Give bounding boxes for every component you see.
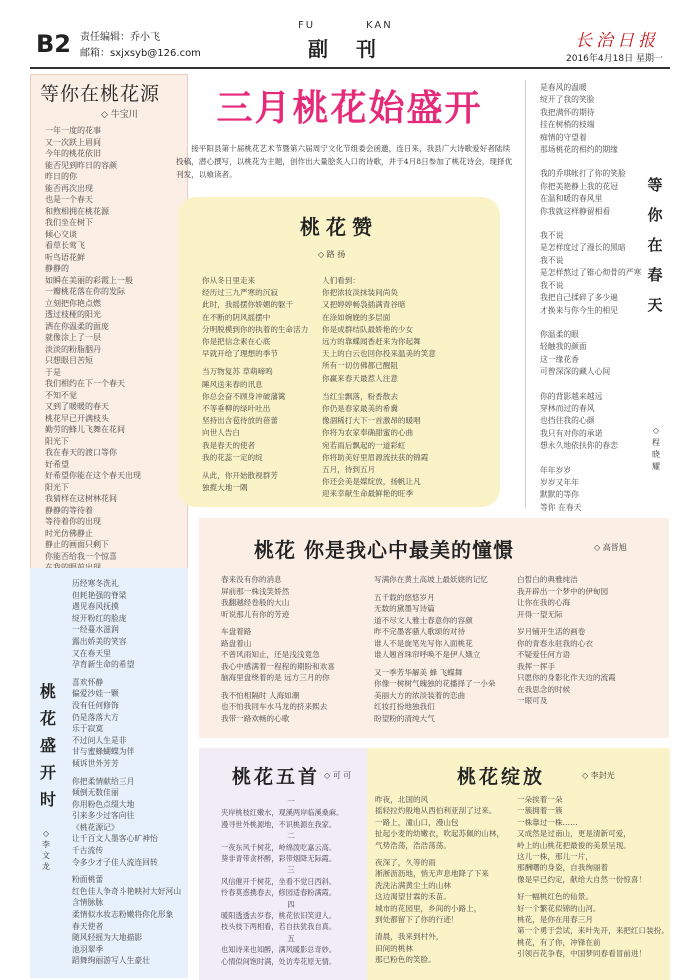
poem-line: 我把满怀的期待 [540,107,595,117]
poem-line: 挂在树梢的枝端 [540,120,595,130]
poem-line: 夹岸桃枝红嫩水，观溪两岸临溪桑麻。 [221,808,344,818]
poem-line: 美丽大方的浓淡装着的恋曲 [374,690,466,700]
poem-line: 但耗艳强的脊梁 [72,590,127,600]
poem-line: 又到了暖暖的春天 [45,402,109,411]
poem-line: 柔情似水妆志粉嫩将你化形象 [72,910,174,920]
poem-line: 洒在你温柔的面庞 [45,321,109,331]
poem-line: 我只有对你的承诺 [540,428,603,438]
poem-line: 我挥一挥手 [517,661,555,671]
poem-line: 像涸稀打大下一首激昂的暖唱 [322,416,421,426]
poem-line: 我心中感满着一程程的期盼和欢喜 [221,661,335,671]
intro-paragraph: 接平阳县第十届桃花艺术节暨第六届周宁文化节组委会函邀，连日来，我县广大诗歌爱好者陆续投稿，潜心撰写，以桃花为主题，创作出大量脍炙人口的诗歌，并于4月8日参加了桃花诗会，现择优刊发，以飨读者。 [176,144,513,179]
poem-line: 心情似间饱时满，处访寿花原无情。 [221,956,337,966]
poem-line: 又把婷婷畅袅插满青谷暗 [322,300,406,310]
header-rule [30,67,670,69]
section-number: 一 [287,797,295,806]
section-number: 四 [287,899,295,909]
poem-line: 好希望 [45,459,69,469]
poem-line: 不等垂柳的绿叶吐出 [202,404,271,414]
poem-line: 在我思念的时候 [517,684,571,694]
poem-line: 你总会奋不顾身冲破藩篱 [202,391,286,401]
poem-line: 当万物复苏 草萌啼鸣 [202,367,273,377]
poem-line: 孕育新生命的希望 [72,660,135,670]
poem-author-vertical: ◇ 李 文 龙 [42,829,50,871]
poem-line: 一经蔓水滋润 [72,625,119,635]
poem-line: 不疑爱任何方语 [517,650,571,659]
poem-line: 你将为农家奉确甜蜜的心曲 [322,428,414,438]
poem-title: 桃花 你是我心中最美的憧憬 [254,538,514,562]
poem-body [45,125,185,574]
poem-body [540,82,640,514]
poem-line: 也不怕我同车水马龙的挤来熙去 [221,702,328,711]
poem-line: 遇见春风抚摸 [72,602,119,612]
poem-line: 桃花，是你在用春三月 [517,915,593,925]
poem-line: 一眼可及 [517,696,548,705]
poem-line: 听说那儿有你的芳迹 [221,609,290,619]
poem-line: 不过问人生是非 [72,735,127,745]
poem-line: 漫寻世外桃源地，不识桃源在我家。 [221,819,337,829]
poem-line: 是怎样熬过了锥心彻骨的严寒 [540,268,642,278]
poem-line: 如瞬在美丽的彩霞上一般 [45,275,133,285]
poem-line: 你温柔的眼 [540,329,579,339]
poem-line: 也是一个春天 [45,195,93,204]
poem-line: 一簇拥着一簇 [517,806,563,816]
poem-line: 池羽翠季 [72,944,104,954]
poem-body [221,796,361,967]
newspaper-logo: 长治日报 [575,31,659,51]
poem-line: 也知诗来也知醉，满风暖影总奇妙。 [221,945,337,955]
poem-line: 一年一度的花事 [45,126,101,135]
poem-line: 车盘着路 [221,627,252,636]
poem-line: 在温和暖的春风里 [540,194,603,204]
poem-line: 葵非青带贪杯醉，彩带烟降无际霞。 [221,854,337,864]
poem-line: 昨夜，北国的风 [375,795,429,804]
poem-wu-panel [199,748,367,980]
poem-line: 年年岁岁 [540,465,572,475]
poem-line: 倾倒无数佳丽 [72,788,119,798]
poem-line: 你仍是春家最美的希冀 [322,404,398,414]
poem-line: 坚持出含苞待放的蓓蕾 [202,416,278,426]
poem-line: 我不说 [540,231,564,241]
page-headline: 三月桃花始盛开 [216,87,483,129]
poem-line: 岁岁又年年 [540,477,579,487]
stanza-gap [540,453,640,465]
poem-line: 能否见到昨日的容颜 [45,160,117,170]
poem-line: 是春风的温暖 [540,83,587,92]
poem-line: 立刻把你艳点燃 [45,298,101,308]
poem-bl-panel [30,568,188,978]
poem-line: 好希望你能在这个春天出现 [45,471,141,480]
poem-line: 好一幅桃红色的仙景。 [517,892,593,902]
poem-author: ◇ 高晋旭 [594,543,627,552]
poem-line: 风信催开千树花，坐看不觉日西斜。 [221,876,337,886]
poem-line: 城市的花园里，乡间的小路上， [375,903,482,913]
poem-line: 分明脱模到你的执着的生命活力 [202,324,309,334]
poem-line: 露出娇美的笑容 [72,636,127,646]
issue-date: 2016年4月18日 星期一 [566,54,663,64]
poem-line: 早就开给了理想的季节 [202,349,278,359]
poem-line: 我们相约在下一个春天 [45,379,125,388]
poem-line: 今年的桃花依旧 [45,149,101,158]
poem-line: 绽开粉红的脸庞 [72,613,127,623]
poem-line: 令多少才子佳人流连回转 [72,857,158,867]
poem-line: 桃花，有了你，冲锋在前 [517,937,601,947]
poem-line: 勤劳的蜂儿飞舞在花间 [45,425,125,434]
poem-line: 你把浓妆淡抹装间尚奂 [322,288,398,298]
poem-line: 能否再次出现 [45,183,93,193]
poem-line: 我不说 [540,255,564,265]
poem-line: 我把自己揉碎了多少遍 [540,293,618,303]
poem-line: 让你在我的心海 [517,598,571,607]
poem-line: 《桃花源记》 [72,822,119,832]
poem-line: 倾心交谈 [45,229,77,239]
poem-author: ◇ 李封光 [582,771,615,780]
poem-line: 仍是落落大方 [72,712,119,722]
stanza-gap [540,218,640,230]
poem-line: 红色佳人争奇斗艳映衬大好河山 [72,886,182,896]
poem-line: 穿林而过的春风 [540,403,595,413]
poem-line: 你像一树树气魄独的花播择了一小朵 [374,679,496,688]
poem-line: 引来多少过客向往 [72,811,135,821]
poem-title: 桃花赞 [300,215,378,239]
poem-line: 我们坐在树下 [45,218,93,227]
poem-line: 历经寒冬洗礼 [72,579,119,588]
poem-line: 岭上的山桃花把最俊的美景呈现。 [517,840,631,850]
poem-column-1 [202,275,332,494]
poem-line: 气势浩荡，浩浩荡荡。 [375,840,451,850]
poem-line: 等你 在春天 [540,502,582,512]
poem-line: 又在春天里 [72,648,111,658]
poem-big-panel [199,518,669,738]
poem-column-1 [375,794,510,966]
poem-line: 这儿一株，那儿一片， [517,852,593,862]
poem-line: 经历过三九严寒的沉寂 [202,288,278,298]
poem-column-3 [517,574,657,707]
poem-line: 昨不完墨客骚人歌颂的对待 [374,627,466,636]
section-pinyin-kan: KAN [366,20,393,31]
poem-line: 你我就这样静留相看 [540,206,611,216]
section-number: 三 [287,865,295,875]
poem-line: 脑海里盘绕着的是 远方三月的你 [221,673,330,682]
editor-email: 邮箱：sxjxsyb@126.com [80,48,201,59]
poem-line: 那已粉色的笑脸。 [375,955,436,965]
poem-line: 春来没有你的消息 [221,575,282,584]
poem-line: 向世人告白 [202,428,240,438]
poem-line: 一夜东风千树花，岭绵泼吃嘉云高。 [221,842,337,852]
poem-line: 第一个勇于尝试，来叶先开，来把红口装扮。 [517,926,669,936]
poem-line: 也挡住我的心颜 [540,416,595,426]
poem-line: 只愿你的身影化作天边的流霞 [517,673,616,682]
poem-line: 怜春莫惑携春去，修园适春粉满霞。 [221,888,337,898]
poem-line: 谁人翘首珠帘呼唤不是伊人娥立 [374,650,481,659]
poem-line: 迎来幸献生命最鲜艳的旺季 [322,489,414,499]
poem-line: 那场桃花的相约的期缘 [540,145,618,155]
page-number: B2 [36,30,71,58]
poem-right-panel [525,80,669,512]
section-number: 二 [287,831,295,841]
poem-line: 写满你在黄土高坡上最妖娆的记忆 [374,575,488,584]
poem-author: ◇ 路 扬 [318,250,346,259]
poem-line: 又成然是过南山，更是清新可爱， [517,829,631,839]
poem-title-vertical: 桃 花 盛 开 时 [39,682,56,809]
poem-line: 岁月铺开生活的画卷 [517,627,586,636]
poem-line: 蹈舞绚丽游写人生豪壮 [72,956,150,966]
poem-line: 天上的白云也回你投来温美的笑意 [322,349,436,359]
poem-left-panel [30,74,188,570]
poem-line: 你把美艳静上我的花冠 [540,181,618,191]
poem-line: 路盘着山 [221,638,252,648]
poem-line: 红妆打扮地独我们 [374,702,435,711]
stanza-gap [540,317,640,329]
poem-line: 你把柔情献给三月 [72,776,135,786]
poem-title: 等你在桃花源 [40,83,161,105]
poem-line: 一路上，潼山口，漫山包 [375,817,459,827]
poem-line: 春天使者 [72,921,104,931]
poem-line: 我猜样在这树林花间 [45,494,117,503]
poem-line: 盼望粉的清纯大气 [374,713,435,723]
poem-qi-panel [367,748,670,980]
poem-line: 一株靠过一株…… [517,817,578,827]
poem-line: 含情脉脉 [72,898,104,908]
poem-line: 喜欢怀静 [72,677,104,687]
poem-line: 不曾风雨知止，还是浅浅竟急 [221,650,320,659]
poem-line: 这一缘花香 [540,354,579,364]
poem-line: 引领百花争春，中国梦同春看冒前进！ [517,949,647,959]
poem-line: 夜深了，久等的雨 [375,858,436,868]
poem-line: 甘与蜜蜂蝴蝶为伴 [72,747,135,757]
poem-line: 我带一路欢畅的心歌 [221,713,290,723]
poem-line: 看草长莺飞 [45,241,85,250]
poem-column-2 [517,794,667,960]
poem-line: 淅淅沥沥地，悄无声息地降了下来 [375,869,489,879]
poem-line: 乐于寂寞 [72,724,104,734]
poem-line: 从此，你开始散视群芳 [202,471,278,481]
poem-line: 人们看到： [322,276,360,285]
poem-line: 你的背影越来越远 [540,391,603,401]
section-title: 副刊 [308,37,404,61]
poem-line: 我翻越经卷般的大山 [221,598,290,607]
poem-column-2 [374,574,514,724]
poem-line: 静静的 [45,264,69,273]
poem-title: 桃花五首 [232,766,321,788]
poem-line: 道不尽文人雅士春意你的容颜 [374,615,473,625]
poem-line: 那酬曙的身姿，自我绚丽着 [517,863,609,873]
poem-line: 想永久地依扶你的春恋 [540,441,618,451]
poem-line: 一朵挨着一朵 [517,795,563,804]
poem-line: 在不断的阴风摇摆中 [202,312,271,322]
poem-line: 这边渴望甘霖的禾苗。 [375,892,451,902]
poem-line: 痴情的守望着 [540,132,587,142]
poem-line: 就像涂上了一层 [45,333,101,342]
poem-line: 随风轻摇为大地描影 [72,933,143,943]
poem-line: 谁人不是旋笔先写你入面桃花 [374,638,473,648]
poem-line: 一瓣桃花落在你的发际 [45,287,125,296]
poem-line: 桃花早已开满枝头 [45,413,109,423]
poem-line: 你赢来春天最惹人注意 [322,373,398,383]
poem-zan-panel [178,197,500,507]
poem-line: 粉面桃蕾 [72,875,104,885]
poem-line: 又一季芳华解美 蜂 飞蝶舞 [374,667,463,677]
poem-line: 静静的等待着 [45,505,93,515]
poem-line: 睡风送来春的讯息 [202,379,263,389]
editor-credit: 责任编辑：乔小飞 [80,32,160,43]
poem-line: 等待着你的出现 [45,517,101,526]
poem-line: 你将助美好里眉源流扶获的锦霞 [322,452,429,462]
poem-line: 我在春天的渡口等你 [45,448,117,457]
poem-line: 于是 [45,367,61,377]
stanza-gap [540,379,640,391]
poem-line: 才换来与你今生的相见 [540,305,618,315]
poem-line: 和煦相拥在桃花源 [45,206,109,216]
masthead [0,0,700,70]
poem-line: 倾诉世外芳芳 [72,758,119,768]
poem-line: 听鸟语花鲜 [45,252,85,262]
poem-line: 你是成群结队最娇艳的少女 [322,324,414,334]
poem-line: 时光仿佛静止 [45,528,93,538]
poem-line: 你还会美是媒绽放，扬帆让凡 [322,477,421,487]
poem-author: ◇ 可 可 [324,771,352,780]
poem-line: 摇轻拉灼般地从西伯利亚刮了过来。 [375,806,497,816]
poem-line: 白皙白的典雅纯洁 [517,575,578,584]
poem-line: 五月，待到五月 [322,465,376,475]
poem-line: 又一次跃上眉间 [45,137,101,147]
poem-line: 昨日的你 [45,172,77,181]
poem-line: 无数的黛墨写诗篇 [374,604,435,613]
poem-column-2 [322,275,482,501]
poem-line: 没有任何修饰 [72,700,119,710]
poem-line: 绽开了我的笑脸 [540,95,595,105]
poem-line: 你用粉色点缀大地 [72,799,135,809]
poem-line: 我不说 [540,280,564,290]
poem-line: 当红尘飘落，粉香散去 [322,391,398,401]
poem-line: 你的青春永驻我的心衣 [517,638,593,648]
poem-line: 我的乔琪帐打了你的笑脸 [540,169,626,179]
poem-line: 到处都留下了你的行迹！ [375,915,459,925]
poem-line: 像是早已约定，献给大自然一份惊喜！ [517,874,647,884]
poem-line: 不知不觉 [45,390,77,400]
poem-line: 此时，我摇摆你娇媚的躯干 [202,300,294,310]
poem-line: 独揽大地一隅 [202,483,248,493]
poem-line: 阳光下 [45,436,69,446]
poem-line: 开得一望无际 [517,609,563,619]
poem-line: 静止的画面只剩下 [45,540,109,549]
poem-line: 你从冬日里走来 [202,276,256,285]
poem-author: ◇ 牛宝川 [101,110,138,120]
poem-line: 扯起小麦的幼嫩衣，吹起苏佩的山林， [375,829,505,839]
poem-line: 你是把信念素在心底 [202,337,271,347]
poem-line: 是怎样度过了漫长的黑暗 [540,243,626,253]
poem-line: 可曾深深的藏人心间 [540,367,611,377]
poem-line: 清晨，我来到村外， [375,932,444,942]
poem-line: 宛若雨后飘起的一道彩虹 [322,440,406,450]
stanza-gap [540,156,640,168]
poem-line: 洗洗沾满黄尘土的山林 [375,880,451,890]
poem-line: 在涂如婉娩的多层面 [322,312,391,322]
poem-line: 我开辟出一个梦中的伊甸园 [517,586,609,596]
poem-line: 枝头枝下两相看，若自扶犹我自真。 [221,922,337,932]
poem-body [72,578,187,967]
poem-line: 暖阳透透去岁春，桃花依旧笑迎人。 [221,911,337,921]
poem-line: 远方的靠蝶闻香赶来为你起舞 [322,337,421,347]
section-number: 五 [287,933,295,943]
poem-line: 我不怕相隔时 人海如潮 [221,690,300,700]
poem-line: 让千百文人墨客心旷神怡 [72,834,158,844]
poem-line: 千古流传 [72,846,104,856]
poem-line: 偏爱沙娃一颗 [72,689,119,699]
section-pinyin-fu: FU [298,20,316,31]
poem-line: 好一个繁花似锦的山河。 [517,903,601,913]
poem-line: 阳光下 [45,482,69,492]
poem-line: 只想眼目苦短 [45,356,93,365]
poem-line: 屏前那一株浅笑娇然 [221,586,290,596]
poem-line: 我是春天的使者 [202,440,256,450]
poem-column-1 [221,574,361,724]
poem-line: 所有一切仿佛都已醒阻 [322,361,398,371]
poem-line: 淡淡的粉脂胭丹 [45,344,101,354]
poem-line: 田间的桃林 [375,943,413,953]
poem-line: 五千载的悠悠岁月 [374,592,435,602]
poem-title-vertical: 等 你 在 春 天 [647,176,663,314]
poem-line: 你能否给我一个惊喜 [45,551,117,561]
poem-line: 默默的等你 [540,490,579,500]
poem-author-vertical: ◇ 程 晓 耀 [652,426,660,471]
poem-title: 桃花绽放 [457,766,546,788]
poem-line: 透过枝桠的阳光 [45,310,101,319]
poem-line: 我的花蕊一定的绽 [202,452,263,462]
poem-line: 轻触我的颜面 [540,342,587,352]
